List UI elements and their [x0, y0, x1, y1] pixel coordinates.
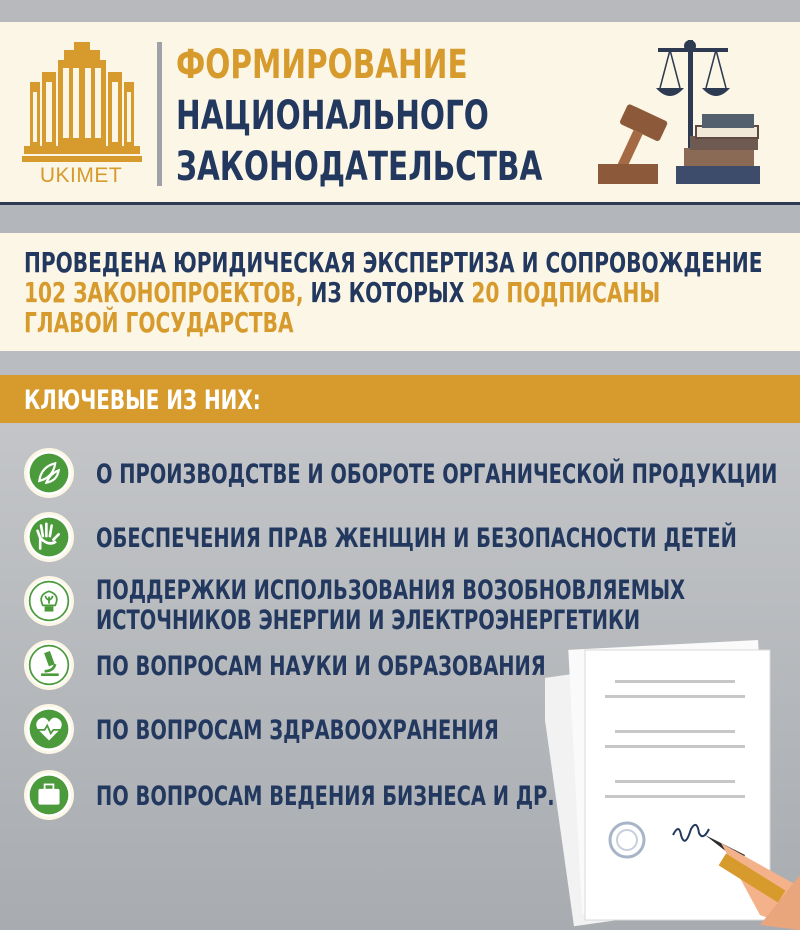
justice-scales-icon	[598, 40, 780, 190]
separator-band	[0, 205, 800, 233]
summary-count-total: 102 ЗАКОНОПРОЕКТОВ,	[24, 276, 304, 309]
list-item-text: ПО ВОПРОСАМ НАУКИ И ОБРАЗОВАНИЯ	[96, 651, 546, 682]
summary-line-1: ПРОВЕДЕНА ЮРИДИЧЕСКАЯ ЭКСПЕРТИЗА И СОПРОВОЖДЕНИЕ	[24, 246, 763, 279]
signed-document-icon	[545, 625, 800, 930]
summary-line-2	[24, 278, 763, 308]
briefcase-icon	[24, 770, 74, 820]
page-title	[176, 40, 542, 193]
list-item-text	[96, 576, 685, 636]
top-stripe	[0, 0, 800, 22]
list-item-text: О ПРОИЗВОДСТВЕ И ОБОРОТЕ ОРГАНИЧЕСКОЙ ПРОДУКЦИИ	[96, 459, 778, 490]
key-section-title: КЛЮЧЕВЫЕ ИЗ НИХ:	[24, 385, 261, 416]
title-line-2: НАЦИОНАЛЬНОГО	[176, 93, 489, 139]
list-item-text: ОБЕСПЕЧЕНИЯ ПРАВ ЖЕНЩИН И БЕЗОПАСНОСТИ ДЕТЕЙ	[96, 523, 737, 554]
list-item-text: ПО ВОПРОСАМ ВЕДЕНИЯ БИЗНЕСА И ДР.	[96, 781, 555, 812]
summary-line-3: ГЛАВОЙ ГОСУДАРСТВА	[24, 306, 294, 339]
logo-text: UKIMET	[39, 164, 123, 187]
title-line-1: ФОРМИРОВАНИЕ	[176, 42, 468, 88]
summary-connector: ИЗ КОТОРЫХ	[303, 276, 472, 309]
eco-bulb-icon	[24, 576, 74, 626]
hand-child-icon	[24, 512, 74, 562]
list-item-line-2: ИСТОЧНИКОВ ЭНЕРГИИ И ЭЛЕКТРОЭНЕРГЕТИКИ	[96, 605, 641, 636]
summary-text	[24, 248, 763, 338]
list-item-text: ПО ВОПРОСАМ ЗДРАВООХРАНЕНИЯ	[96, 715, 499, 746]
leaf-icon	[24, 448, 74, 498]
list-item-line-1: ПОДДЕРЖКИ ИСПОЛЬЗОВАНИЯ ВОЗОБНОВЛЯЕМЫХ	[96, 575, 686, 606]
summary-count-signed: 20 ПОДПИСАНЫ	[471, 276, 661, 309]
microscope-icon	[24, 640, 74, 690]
title-line-3: ЗАКОНОДАТЕЛЬСТВА	[176, 144, 543, 190]
title-divider	[157, 42, 162, 186]
heart-pulse-icon	[24, 704, 74, 754]
